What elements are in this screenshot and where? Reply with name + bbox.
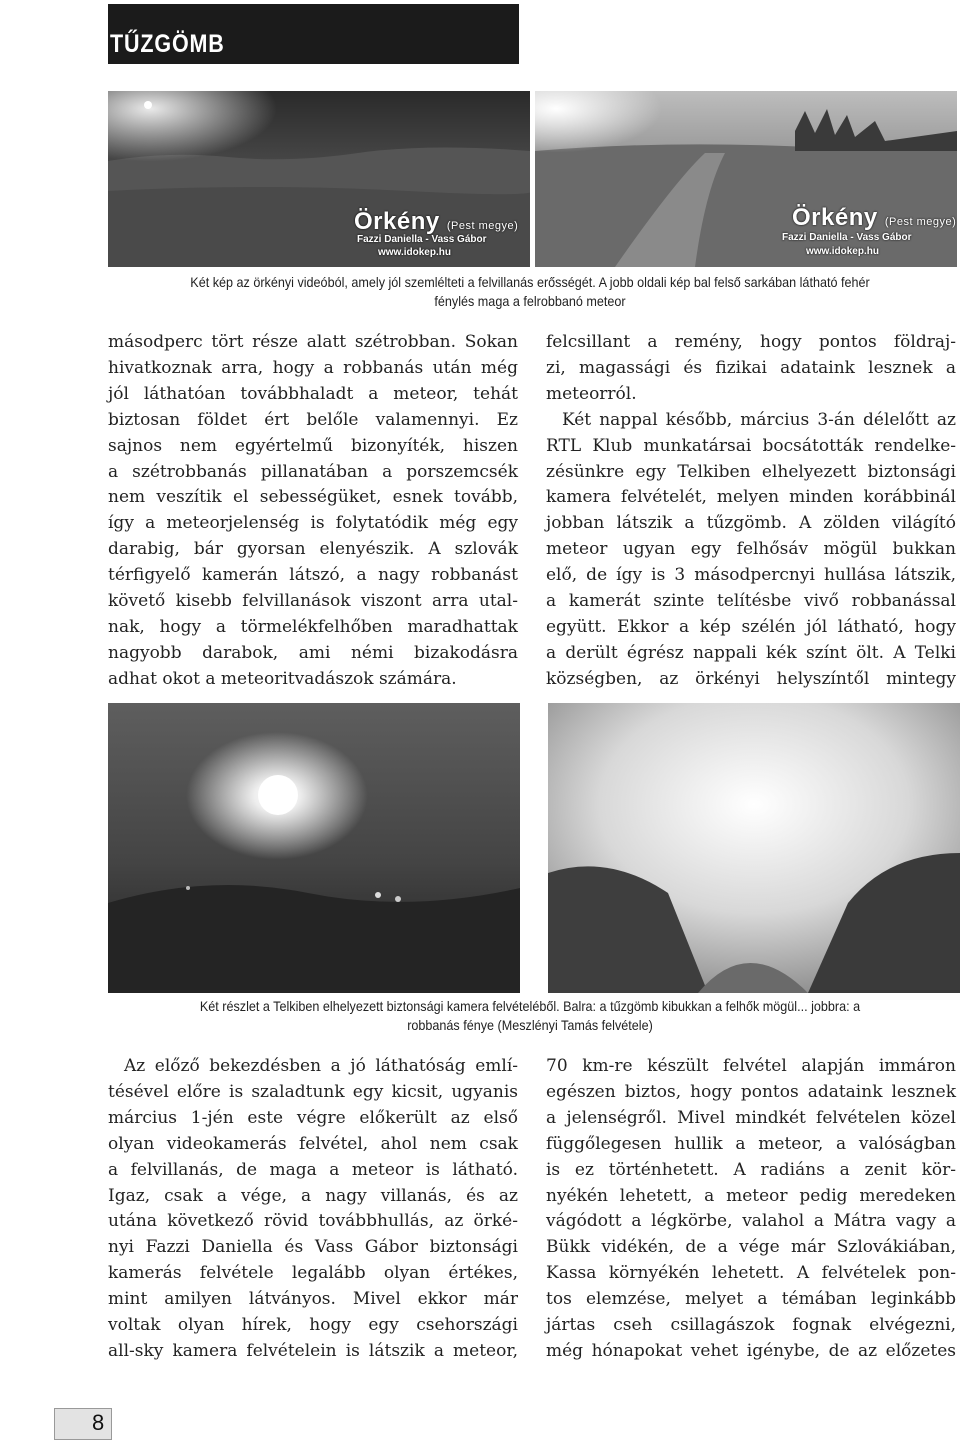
text-line: Az előző bekezdésben a jó láthatóság emlí- xyxy=(124,1056,518,1076)
text-line: Két nappal később, március 3-án délelőtt az xyxy=(562,409,956,430)
text-line: hivatkoznak arra, hogy a robbanás után még xyxy=(108,357,518,378)
text-line: 70 km-re készült felvétel alapján immáron xyxy=(546,1056,956,1076)
telki-fireball-photo xyxy=(108,703,520,993)
page-number: 8 xyxy=(92,1410,105,1435)
text-block1-left-column xyxy=(108,330,518,693)
text-line: felcsillant a remény, hogy pontos földraj- xyxy=(546,332,956,352)
figure1-caption: Két kép az örkényi videóból, amely jól szemlélteti a felvillanás erősségét. A jobb oldali kép bal felső sarkában látható fehér fénylés maga a felrobbanó meteor xyxy=(190,274,870,309)
text-line: nem veszítik el sebességüket, esnek tovább, xyxy=(108,487,518,508)
text-line: Igaz, csak a vége, a nagy villanás, és az xyxy=(108,1185,518,1206)
right-photo-site: www.idokep.hu xyxy=(806,246,879,257)
text-line: jól láthatóan továbbhaladt a meteor, tehát xyxy=(108,383,518,404)
text-line: meteorról. xyxy=(546,383,637,404)
text-line: jártas cseh csillagászok fognak elvégezni, xyxy=(546,1315,956,1336)
text-line: a derült égrész nappali kék színt ölt. A Telki xyxy=(546,642,956,663)
text-line: nagyobb darabok, ami némi bizakodásra xyxy=(108,642,518,663)
text-line: követő kisebb felvillanások viszont arra utal- xyxy=(108,591,518,612)
left-photo-location: Örkény (Pest megye) xyxy=(354,208,519,235)
text-line: is ez történhetett. A radiáns a zenit kör- xyxy=(546,1159,956,1180)
text-line: vágódott a légkörbe, valahol a Mátra vagy a xyxy=(546,1211,956,1232)
right-photo-location: Örkény (Pest megye) xyxy=(792,204,957,231)
text-line: tésével előre is szaladtunk egy kicsit, ugyanis xyxy=(108,1081,518,1102)
text-line: sajnos nem egyértelmű bizonyíték, hiszen xyxy=(108,435,518,456)
text-line: jobban látszik a tűzgömb. A zölden világító xyxy=(546,513,956,534)
text-line: elő, de így is 3 másodpercnyi hullása látszik, xyxy=(546,565,956,586)
text-line: a felvillanás, de maga a meteor is látható. xyxy=(108,1159,518,1180)
figure2-caption: Két részlet a Telkiben elhelyezett biztonsági kamera felvételéből. Balra: a tűzgömb kibukkan a felhők mögül... jobbra: a robbanás fénye (Meszlényi Tamás felvétele) xyxy=(199,998,861,1033)
text-line: nyékén lehetett, a meteor pedig meredeken xyxy=(546,1185,956,1206)
text-block2-right-column xyxy=(546,1054,956,1365)
left-photo-site: www.idokep.hu xyxy=(378,247,451,258)
text-line: a kamerát szinte telítésbe vivő robbanással xyxy=(546,591,956,612)
text-line: nyi Fazzi Daniella és Vass Gábor biztonsági xyxy=(108,1237,518,1258)
text-line: zi, magassági és fizikai adataink lesznek a xyxy=(546,357,956,378)
text-line: községben, az örkényi helyszíntől mintegy xyxy=(546,668,956,689)
text-line: utána következő rövid továbbhullás, az örké- xyxy=(108,1211,518,1232)
text-line: kamerás felvétele legalább olyan értékes, xyxy=(108,1263,518,1284)
text-line: all-sky kamera felvételein is látszik a meteor, xyxy=(108,1340,518,1361)
text-line: együtt. Ekkor a kép szélén jól látható, hogy xyxy=(546,616,956,637)
text-line: a szétrobbanás pillanatában a porszemcsék xyxy=(108,461,518,482)
text-line: zésünkre egy Telkiben elhelyezett biztonsági xyxy=(546,461,956,482)
text-line: függőlegesen hullik a meteor, a valóságban xyxy=(546,1133,956,1154)
text-line: adhat okot a meteoritvadászok számára. xyxy=(108,668,457,689)
text-line: még hónapokat vehet igénybe, de az előzetes xyxy=(546,1340,956,1361)
text-line: másodperc tört része alatt szétrobban. Sokan xyxy=(108,332,518,352)
text-line: olyan videokamerás felvétel, ahol nem csak xyxy=(108,1133,518,1154)
text-line: kamera felvételét, melyen minden korábbinál xyxy=(546,487,956,508)
text-line: március 1-jén este végre előkerült az első xyxy=(108,1107,518,1128)
text-line: Kassa környékén lehetett. A felvételek pon- xyxy=(546,1263,956,1284)
text-block1-right-column xyxy=(546,330,956,693)
text-block2-left-column xyxy=(108,1054,518,1365)
text-line: nak, hogy a törmelékfelhőben maradhattak xyxy=(108,616,518,637)
text-line: meteor ugyan egy felhősáv mögül bukkan xyxy=(546,539,956,560)
text-line: voltak olyan hírek, hogy egy csehországi xyxy=(108,1315,518,1336)
text-line: térfigyelő kamerán látszó, a nagy robbanást xyxy=(108,565,518,586)
left-photo-credit: Fazzi Daniella - Vass Gábor xyxy=(357,234,487,245)
telki-explosion-photo xyxy=(548,703,960,993)
text-line: darabig, bár gyorsan elenyészik. A szlovák xyxy=(108,539,518,560)
section-title: TŰZGÖMB xyxy=(110,30,225,58)
text-line: így a meteorjelenség is folytatódik még egy xyxy=(108,513,518,534)
text-line: tos elemzése, melyet a témában leginkább xyxy=(546,1289,956,1310)
text-line: Bükk vidékén, de a vége már Szlovákiában, xyxy=(546,1237,956,1258)
text-line: egészen biztos, hogy pontos adataink lesznek xyxy=(546,1081,956,1102)
text-line: a jelenségről. Mivel mindkét felvételen közel xyxy=(546,1107,956,1128)
text-line: biztosan földet ért belőle valamennyi. Ez xyxy=(108,409,518,430)
right-photo-credit: Fazzi Daniella - Vass Gábor xyxy=(782,232,912,243)
text-line: RTL Klub munkatársai bocsátották rendelke- xyxy=(546,435,956,456)
text-line: mint amilyen látványos. Mivel ekkor már xyxy=(108,1289,518,1310)
